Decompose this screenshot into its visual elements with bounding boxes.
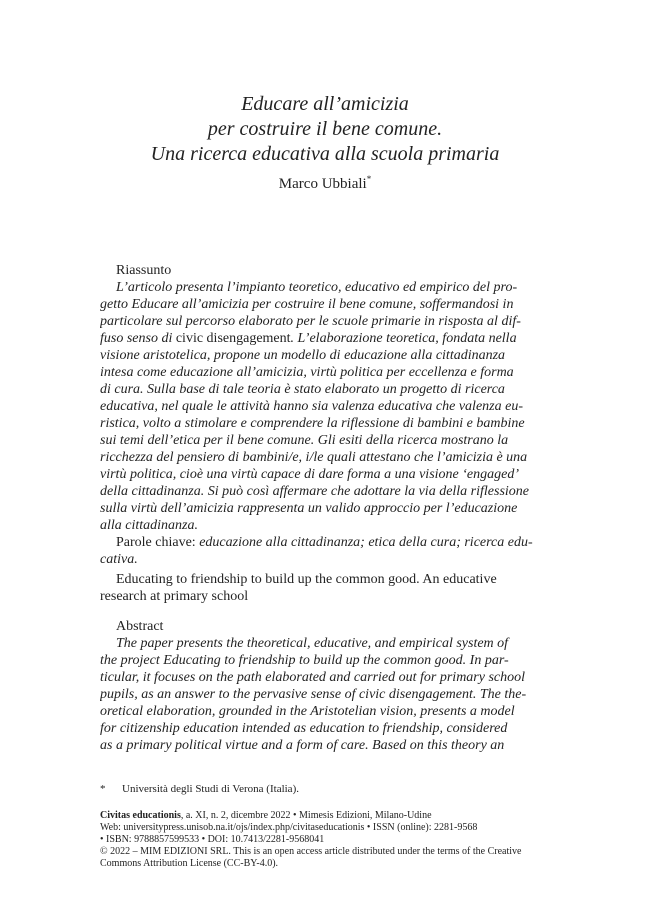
riassunto-line: della cittadinanza. Si può così affermare che adottare la via della riflessione (100, 484, 530, 499)
author-footnote-mark: * (366, 174, 372, 184)
abstract-line: oretical elaboration, grounded in the Aristotelian vision, presents a model (100, 704, 515, 719)
riassunto-line-end: . L’elaborazione teoretica, fondata nella (290, 331, 517, 346)
author-name: Marco Ubbiali (278, 176, 367, 192)
title-line-1: Educare all’amicizia (241, 93, 409, 115)
riassunto-line: getto Educare all’amicizia per costruire il bene comune, soffermandosi in (100, 297, 514, 312)
riassunto-line (100, 330, 552, 347)
riassunto-line: particolare sul percorso elaborato per le scuole primarie in risposta al dif- (100, 314, 521, 329)
riassunto-heading: Riassunto (116, 263, 172, 278)
abstract-line: ticular, it focuses on the path elaborated and carried out for primary school (100, 670, 526, 685)
pub-issue: , a. XI, n. 2, dicembre 2022 • Mimesis Edizioni, Milano-Udine (180, 810, 432, 821)
abstract-line: as a primary political virtue and a form of care. Based on this theory an (100, 738, 505, 753)
pub-line-3: • ISBN: 9788857599533 • DOI: 10.7413/2281-9568041 (100, 834, 325, 845)
riassunto-line-start: fuso senso di (100, 331, 173, 346)
riassunto-line: L’articolo presenta l’impianto teoretico, educativo ed empirico del pro- (116, 280, 518, 295)
riassunto-line: di cura. Sulla base di tale teoria è stato elaborato un progetto di ricerca (100, 382, 505, 397)
abstract-line: The paper presents the theoretical, educative, and empirical system of (116, 636, 509, 651)
riassunto-line: alla cittadinanza. (100, 518, 198, 533)
riassunto-line: visione aristotelica, propone un modello di educazione alla cittadinanza (100, 348, 506, 363)
riassunto-line: intesa come educazione all’amicizia, virtù politica per eccellenza e forma (100, 365, 514, 380)
pub-line-5: Commons Attribution License (CC-BY-4.0). (100, 858, 279, 869)
riassunto-line: sulla virtù dell’amicizia rappresenta un valido approccio per l’educazione (100, 501, 518, 516)
abstract-line: for citizenship education intended as education to friendship, considered (100, 721, 508, 736)
article-title (100, 92, 550, 167)
pub-line-1 (100, 810, 552, 822)
riassunto-body (100, 279, 552, 568)
riassunto-line: educativa, nel quale le attività hanno sia valenza educativa che valenza eu- (100, 399, 523, 414)
affiliation-footnote (100, 782, 299, 796)
abstract-line: pupils, as an answer to the pervasive sense of civic disengagement. The the- (100, 687, 527, 702)
keywords-line-2: cativa. (100, 552, 138, 567)
pub-line-2: Web: universitypress.unisob.na.it/ojs/index.php/civitaseducationis • ISSN (online): 2281-9568 (100, 822, 478, 833)
publication-info (100, 810, 552, 870)
title-line-2: per costruire il bene comune. (207, 118, 443, 140)
riassunto-line: ricchezza del pensiero di bambini/e, i/le quali attestano che l’amicizia è una (100, 450, 528, 465)
riassunto-line: sui temi dell’etica per il bene comune. Gli esiti della ricerca mostrano la (100, 433, 509, 448)
pub-line-4: © 2022 – MIM EDIZIONI SRL. This is an open access article distributed under the terms of the Creative (100, 846, 522, 857)
title-line-3: Una ricerca educativa alla scuola primaria (150, 143, 500, 165)
civic-disengagement-term: civic disengagement (175, 331, 291, 346)
keywords-label: Parole chiave: (116, 535, 196, 550)
keywords-line (100, 534, 552, 551)
abstract-body (100, 635, 552, 754)
author-line (100, 170, 550, 193)
english-title-line-2: research at primary school (100, 589, 249, 604)
abstract-heading: Abstract (116, 619, 164, 634)
footnote-text: Università degli Studi di Verona (Italia). (122, 783, 299, 795)
footnote-mark: * (100, 783, 106, 795)
riassunto-line: ristica, volto a stimolare e comprendere la riflessione di bambini e bambine (100, 416, 525, 431)
keywords-text: educazione alla cittadinanza; etica della cura; ricerca edu- (195, 535, 533, 550)
english-title (100, 571, 552, 605)
abstract-line: the project Educating to friendship to build up the common good. In par- (100, 653, 509, 668)
riassunto-line: virtù politica, cioè una virtù capace di dare forma a una visione ‘engaged’ (100, 467, 520, 482)
english-title-line-1: Educating to friendship to build up the common good. An educative (116, 572, 497, 587)
journal-name: Civitas educationis (100, 810, 181, 821)
